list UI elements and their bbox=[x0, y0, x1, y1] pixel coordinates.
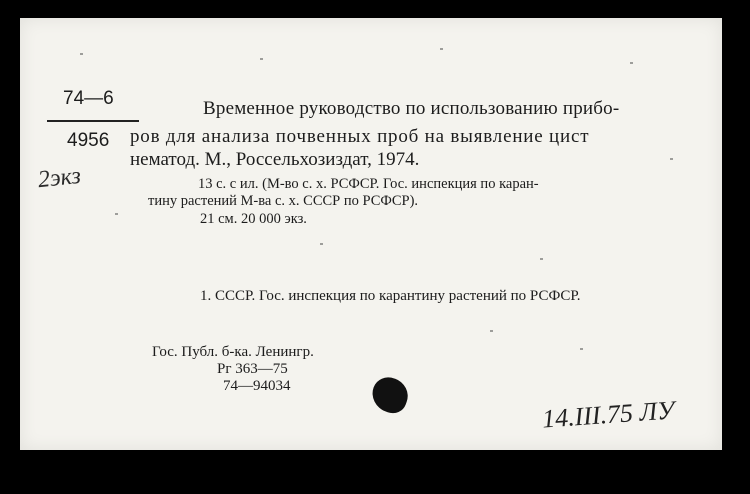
paper-speck bbox=[260, 58, 263, 60]
paper-speck bbox=[540, 258, 543, 260]
title-line-1: Временное руководство по использованию прибо- bbox=[203, 98, 620, 119]
collation-line-2: тину растений М-ва с. х. СССР по РСФСР). bbox=[148, 193, 419, 209]
size-and-print-run: 21 см. 20 000 экз. bbox=[200, 211, 307, 227]
handwritten-date-note: 14.III.75 ЛУ bbox=[541, 395, 676, 434]
paper-speck bbox=[580, 348, 583, 350]
title-line-3: нематод. М., Россельхозиздат, 1974. bbox=[130, 149, 420, 170]
paper-speck bbox=[630, 62, 633, 64]
paper-speck bbox=[670, 158, 673, 160]
paper-speck bbox=[80, 53, 83, 55]
paper-speck bbox=[115, 213, 118, 215]
title-line-2: ров для анализа почвенных проб на выявление цист bbox=[130, 126, 590, 147]
call-number-divider bbox=[47, 120, 139, 122]
catalog-card bbox=[20, 18, 722, 450]
handwritten-copies-note: 2экз bbox=[36, 162, 83, 194]
subject-tracing: 1. СССР. Гос. инспекция по карантину растений по РСФСР. bbox=[200, 288, 581, 304]
registration-number: Рг 363—75 bbox=[217, 361, 288, 377]
paper-speck bbox=[490, 330, 493, 332]
library-name: Гос. Публ. б-ка. Ленингр. bbox=[152, 344, 314, 360]
paper-speck bbox=[320, 243, 323, 245]
paper-speck bbox=[440, 48, 443, 50]
collation-line-1: 13 с. с ил. (М-во с. х. РСФСР. Гос. инспекция по каран- bbox=[198, 176, 539, 192]
call-number-bottom: 4956 bbox=[67, 130, 110, 151]
call-number-top: 74—6 bbox=[63, 88, 114, 109]
card-number: 74—94034 bbox=[223, 378, 291, 394]
ink-blot bbox=[367, 373, 412, 417]
